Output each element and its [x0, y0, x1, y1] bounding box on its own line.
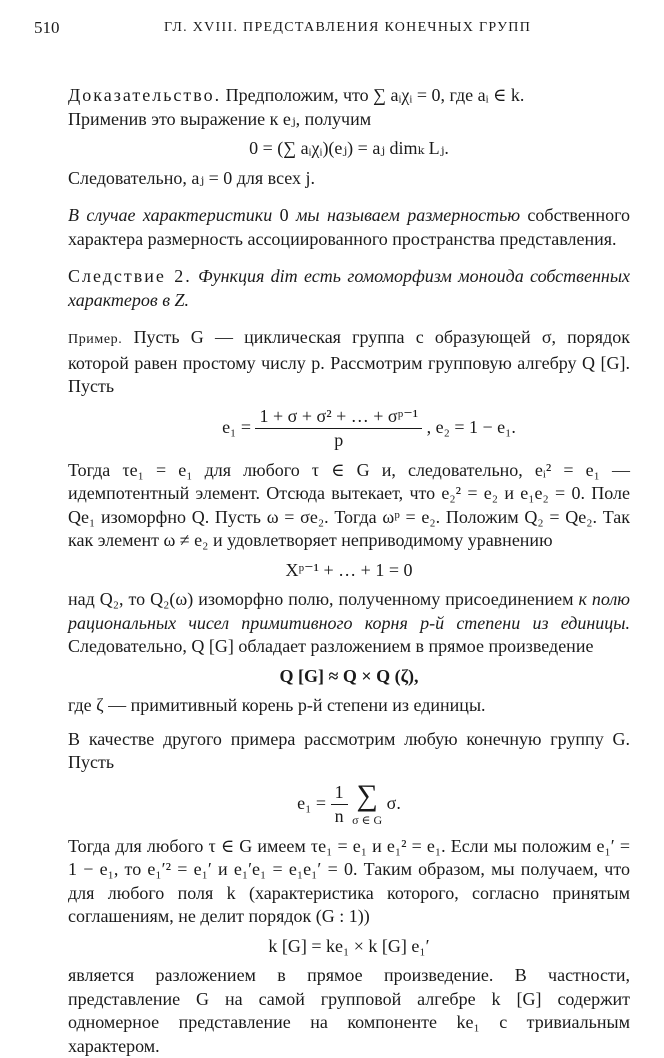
definition-italic-1: В случае характеристики — [68, 205, 273, 225]
equation-4: Q [G] ≈ Q × Q (ζ), — [279, 665, 419, 686]
eq5-sum-symbol: ∑ — [356, 778, 378, 812]
trivial-character-paragraph: Тогда для любого τ ∈ G имеем τe₁ = e₁ и e₁² = e₁. Если мы положим e₁′ = 1 − e₁, то e₁′² = e₁′ и e₁′e₁ = e₁e₁′ = 0. Таким образом, мы получаем, что для любого поля k (характеристика которого, согласно принятым соглашениям, не делит порядок (G : 1)) — [68, 835, 630, 926]
definition-rest: собственного характера размерность ассоциированного пространства представления. — [68, 205, 631, 249]
eq5-denominator: n — [334, 806, 344, 826]
running-head: ГЛ. XVIII. ПРЕДСТАВЛЕНИЯ КОНЕЧНЫХ ГРУПП — [164, 20, 532, 35]
eq5-lhs: e₁ = — [297, 792, 327, 813]
field-text-italic: к полю рациональных чисел примитивного корня p-й степени из единицы. — [68, 589, 630, 633]
definition-term: размерностью — [407, 205, 521, 225]
equation-5 — [68, 778, 630, 829]
field-text-b: Следовательно, Q [G] обладает разложением в прямое произведение — [68, 636, 594, 656]
corollary-text: Функция dim есть гомоморфизм моноида собственных характеров в Z. — [68, 266, 631, 310]
eq5-rhs: σ. — [386, 792, 401, 813]
idempotent-paragraph: Тогда τe₁ = e₁ для любого τ ∈ G и, следовательно, eᵢ² = e₁ — идемпотентный элемент. Отсюда вытекает, что e₂² = e₂ и e₁e₂ = 0. Поле Qe₁ изоморфно Q. Пусть ω = σe₂. Тогда ωᵖ = e₂. Положим Q₂ = Qe₂. Так как элемент ω ≠ e₂ и удовлетворяет неприводимому уравнению — [68, 459, 630, 550]
eq5-summation — [352, 778, 383, 829]
equation-3: Xᵖ⁻¹ + … + 1 = 0 — [285, 559, 413, 580]
field-text-a: над Q₂, то Q₂(ω) изоморфно полю, полученному присоединением — [68, 589, 579, 609]
page-header — [34, 18, 630, 44]
eq2-lhs: e₁ = — [222, 416, 251, 437]
example-text: Пусть G — циклическая группа с образующей σ, порядок которой равен простому числу p. Рассмотрим групповую алгебру Q [G]. Пусть — [68, 327, 630, 396]
eq2-rhs: , e₂ = 1 − e₁. — [426, 416, 516, 437]
page-number: 510 — [34, 18, 60, 37]
eq5-fraction — [331, 781, 348, 829]
proof-line-2: Применив это выражение к eⱼ, получим — [68, 108, 372, 129]
eq5-numerator: 1 — [331, 781, 348, 806]
proof-line-1: Предположим, что ∑ aᵢχᵢ = 0, где aᵢ ∈ k. — [225, 85, 525, 105]
definition-zero: 0 — [272, 205, 296, 225]
example-label: Пример. — [68, 332, 123, 347]
corollary-paragraph — [68, 265, 630, 312]
second-example-paragraph: В качестве другого примера рассмотрим любую конечную группу G. Пусть — [68, 728, 630, 772]
eq2-numerator: 1 + σ + σ² + … + σᵖ⁻¹ — [255, 405, 422, 430]
proof-label: Доказательство. — [68, 85, 222, 105]
equation-1: 0 = (∑ aᵢχᵢ)(eⱼ) = aⱼ dimₖ Lⱼ. — [249, 138, 449, 158]
eq5-sum-index: σ ∈ G — [352, 812, 383, 827]
zeta-paragraph: где ζ — примитивный корень p-й степени из единицы. — [68, 695, 486, 715]
proof-conclusion: Следовательно, aⱼ = 0 для всех j. — [68, 167, 316, 188]
corollary-label: Следствие 2. — [68, 266, 192, 286]
conclusion-paragraph: является разложением в прямое произведение. В частности, представление G на самой групповой алгебре k [G] содержит одномерное представление на компоненте ke₁ с тривиальным характером. — [68, 965, 630, 1056]
example-paragraph — [68, 326, 630, 399]
equation-6: k [G] = ke₁ × k [G] e₁′ — [268, 935, 430, 956]
eq2-fraction — [255, 405, 422, 453]
eq2-denominator: p — [334, 430, 344, 450]
equation-2 — [68, 405, 630, 453]
page-body — [68, 84, 630, 1058]
definition-paragraph — [68, 204, 630, 251]
field-paragraph — [68, 588, 630, 659]
definition-italic-2: мы называем — [295, 205, 400, 225]
proof-paragraph — [68, 84, 630, 131]
